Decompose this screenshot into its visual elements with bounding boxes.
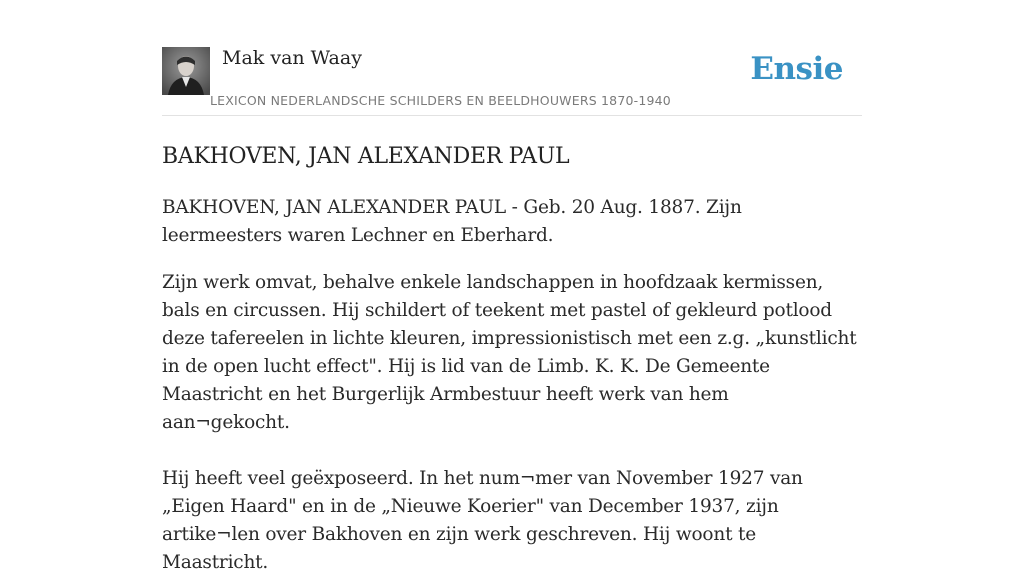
header	[162, 0, 862, 116]
paragraph: Hij heeft veel geëxposeerd. In het num¬mer van November 1927 van „Eigen Haard" en in de „Nieuwe Koerier" van December 1937, zijn artike¬len over Bakhoven en zijn werk geschreven. Hij woont te Maastricht.	[162, 468, 803, 573]
portrait-icon	[162, 47, 210, 95]
page	[162, 0, 862, 573]
paragraph: BAKHOVEN, JAN ALEXANDER PAUL - Geb. 20 Aug. 1887. Zijn leermeesters waren Lechner en Eberhard.	[162, 197, 742, 246]
article-body	[162, 194, 862, 577]
paragraph: Zijn werk omvat, behalve enkele landschappen in hoofdzaak kermissen, bals en circussen. Hij schildert of teekent met pastel of gekleurd potlood deze tafereelen in lichte kleuren, impressionistisch met een z.g. „kunstlicht in de open lucht effect". Hij is lid van de Limb. K. K. De Gemeente Maastricht en het Burgerlijk Armbestuur heeft werk van hem aan¬gekocht.	[162, 272, 857, 433]
brand-logo[interactable]: Ensie	[750, 51, 843, 87]
article-title: BAKHOVEN, JAN ALEXANDER PAUL	[162, 144, 570, 169]
lexicon-title[interactable]: LEXICON NEDERLANDSCHE SCHILDERS EN BEELDHOUWERS 1870-1940	[210, 93, 671, 108]
author-avatar[interactable]	[162, 47, 210, 95]
author-name[interactable]: Mak van Waay	[222, 47, 362, 69]
